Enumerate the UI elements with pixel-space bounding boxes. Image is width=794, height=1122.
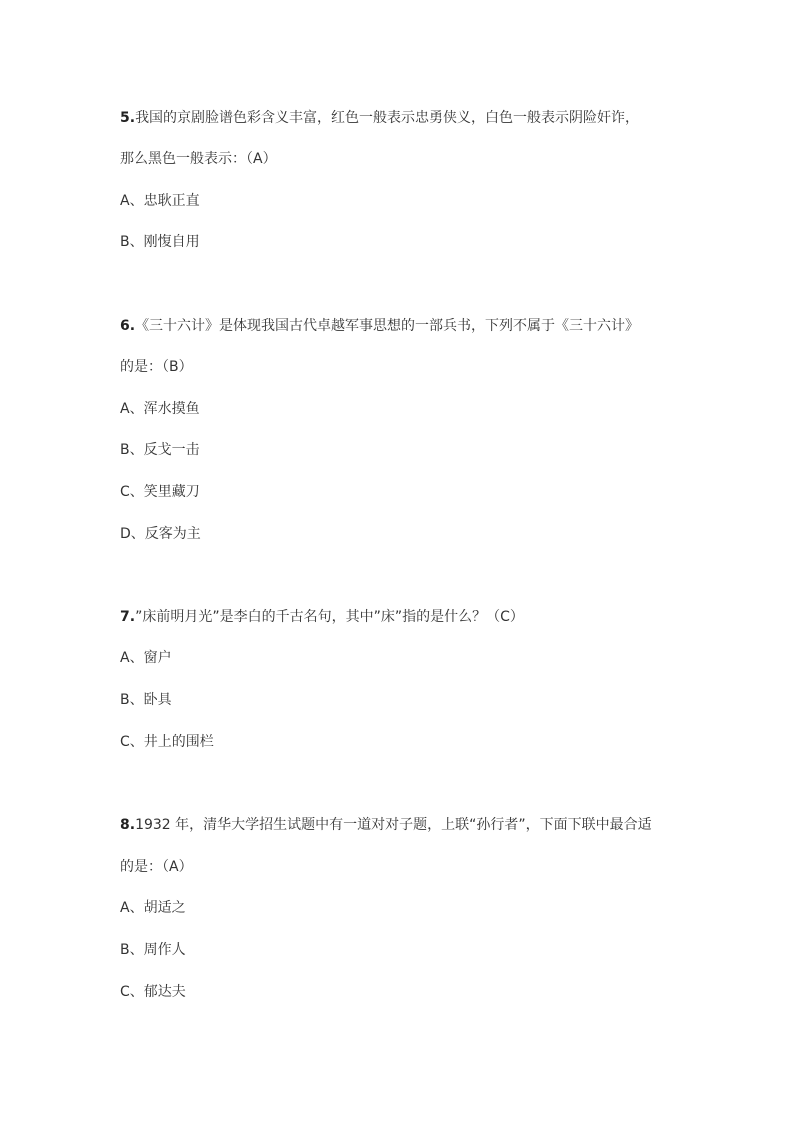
question-text: 《三十六计》是体现我国古代卓越军事思想的一部兵书，下列不属于《三十六计》 — [135, 318, 640, 334]
question-5-stem — [120, 108, 639, 128]
question-6-stem-continued: 的是：（B） — [120, 359, 193, 375]
question-6-stem — [120, 316, 639, 336]
question-5-stem-continued: 那么黑色一般表示：（A） — [120, 151, 277, 167]
question-number: 8. — [120, 817, 136, 833]
question-6-option-c: C、笑里藏刀 — [120, 484, 200, 500]
question-6-option-d: D、反客为主 — [120, 526, 201, 542]
question-8-stem — [120, 815, 652, 835]
question-6-option-b: B、反戈一击 — [120, 442, 200, 458]
question-8-option-a: A、胡适之 — [120, 900, 186, 916]
question-8-option-c: C、郁达夫 — [120, 984, 186, 1000]
question-5-option-b: B、刚愎自用 — [120, 234, 200, 250]
question-6-option-a: A、浑水摸鱼 — [120, 401, 200, 417]
question-number: 5. — [120, 110, 136, 126]
question-7-stem — [120, 607, 524, 627]
question-text: 1932 年，清华大学招生试题中有一道对对子题，上联“孙行者”，下面下联中最合适 — [135, 817, 652, 833]
question-number: 7. — [120, 609, 136, 625]
question-7-option-a: A、窗户 — [120, 650, 172, 666]
question-7-option-b: B、卧具 — [120, 692, 172, 708]
question-text: 我国的京剧脸谱色彩含义丰富，红色一般表示忠勇侠义，白色一般表示阴险奸诈， — [135, 110, 640, 126]
question-number: 6. — [120, 318, 136, 334]
question-text: ”床前明月光”是李白的千古名句，其中”床”指的是什么？（C） — [135, 609, 524, 625]
question-8-option-b: B、周作人 — [120, 942, 186, 958]
question-5-option-a: A、忠耿正直 — [120, 193, 200, 209]
question-8-stem-continued: 的是：（A） — [120, 859, 193, 875]
question-7-option-c: C、井上的围栏 — [120, 734, 214, 750]
